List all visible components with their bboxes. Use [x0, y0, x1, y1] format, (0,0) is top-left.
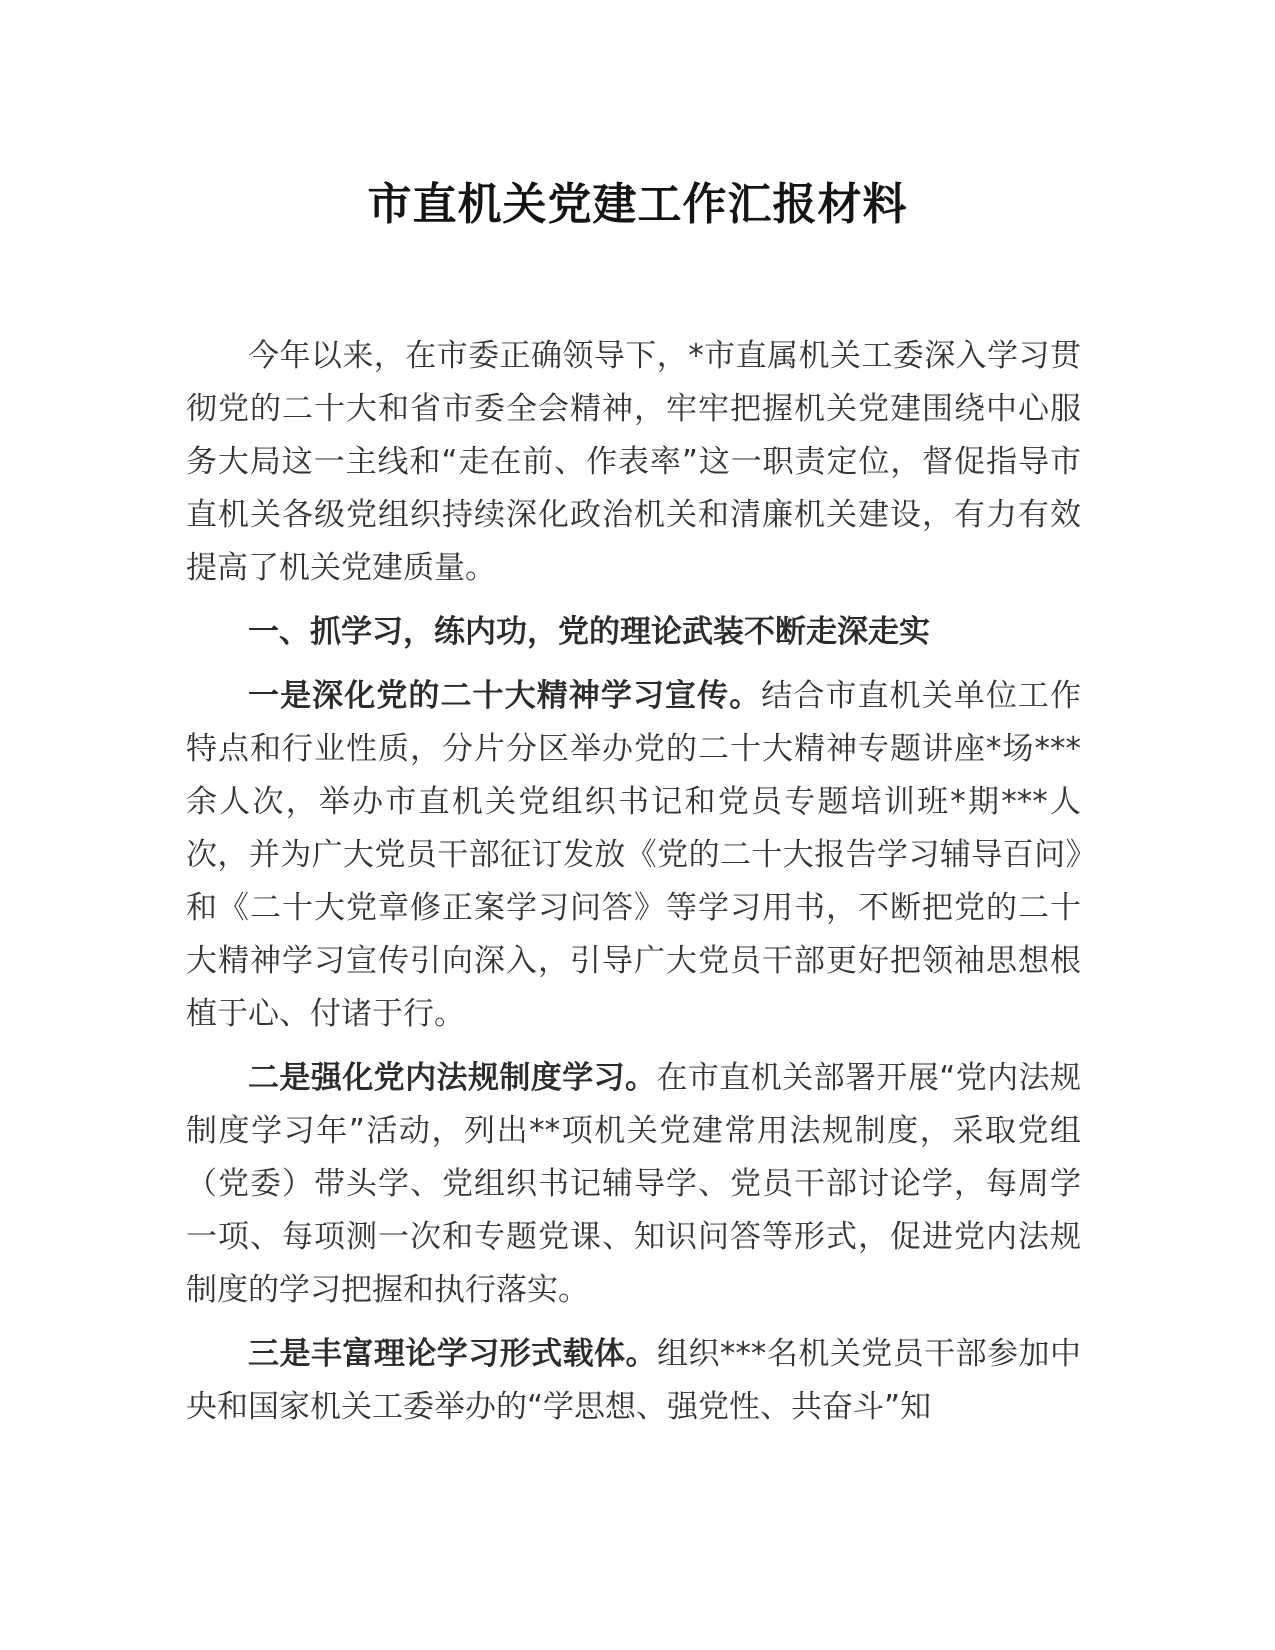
item-1-text: 结合市直机关单位工作特点和行业性质，分片分区举办党的二十大精神专题讲座*场***余人次，举办市直机关党组织书记和党员专题培训班*期***人次，并为广大党员干部征订发放《党的二十大报告学习辅导百问》和《二十大党章修正案学习问答》等学习用书，不断把党的二十大精神学习宣传引向深入，引导广大党员干部更好把领袖思想根植于心、付诸于行。 — [186, 678, 1082, 1032]
paragraph-item-2 — [186, 1052, 1081, 1317]
item-2-text: 在市直机关部署开展“党内法规制度学习年”活动，列出**项机关党建常用法规制度，采取党组（党委）带头学、党组织书记辅导学、党员干部讨论学，每周学一项、每项测一次和专题党课、知识问答等形式，促进党内法规制度的学习把握和执行落实。 — [186, 1060, 1081, 1308]
intro-paragraph: 今年以来，在市委正确领导下，*市直属机关工委深入学习贯彻党的二十大和省市委全会精神，牢牢把握机关党建围绕中心服务大局这一主线和“走在前、作表率”这一职责定位，督促指导市直机关各级党组织持续深化政治机关和清廉机关建设，有力有效提高了机关党建质量。 — [186, 338, 1081, 586]
paragraph-item-3 — [186, 1328, 1081, 1434]
item-2-lead: 二是强化党内法规制度学习。 — [248, 1060, 657, 1096]
document-title: 市直机关党建工作汇报材料 — [367, 179, 908, 231]
section-heading: 一、抓学习，练内功，党的理论武装不断走深走实 — [248, 614, 930, 650]
item-3-text: 组织***名机关党员干部参加中央和国家机关工委举办的“学思想、强党性、共奋斗”知 — [186, 1336, 1082, 1425]
item-3-lead: 三是丰富理论学习形式载体。 — [248, 1336, 657, 1372]
document-body — [186, 330, 1081, 1434]
item-1-lead: 一是深化党的二十大精神学习宣传。 — [248, 678, 762, 714]
paragraph-item-1 — [186, 670, 1081, 1041]
